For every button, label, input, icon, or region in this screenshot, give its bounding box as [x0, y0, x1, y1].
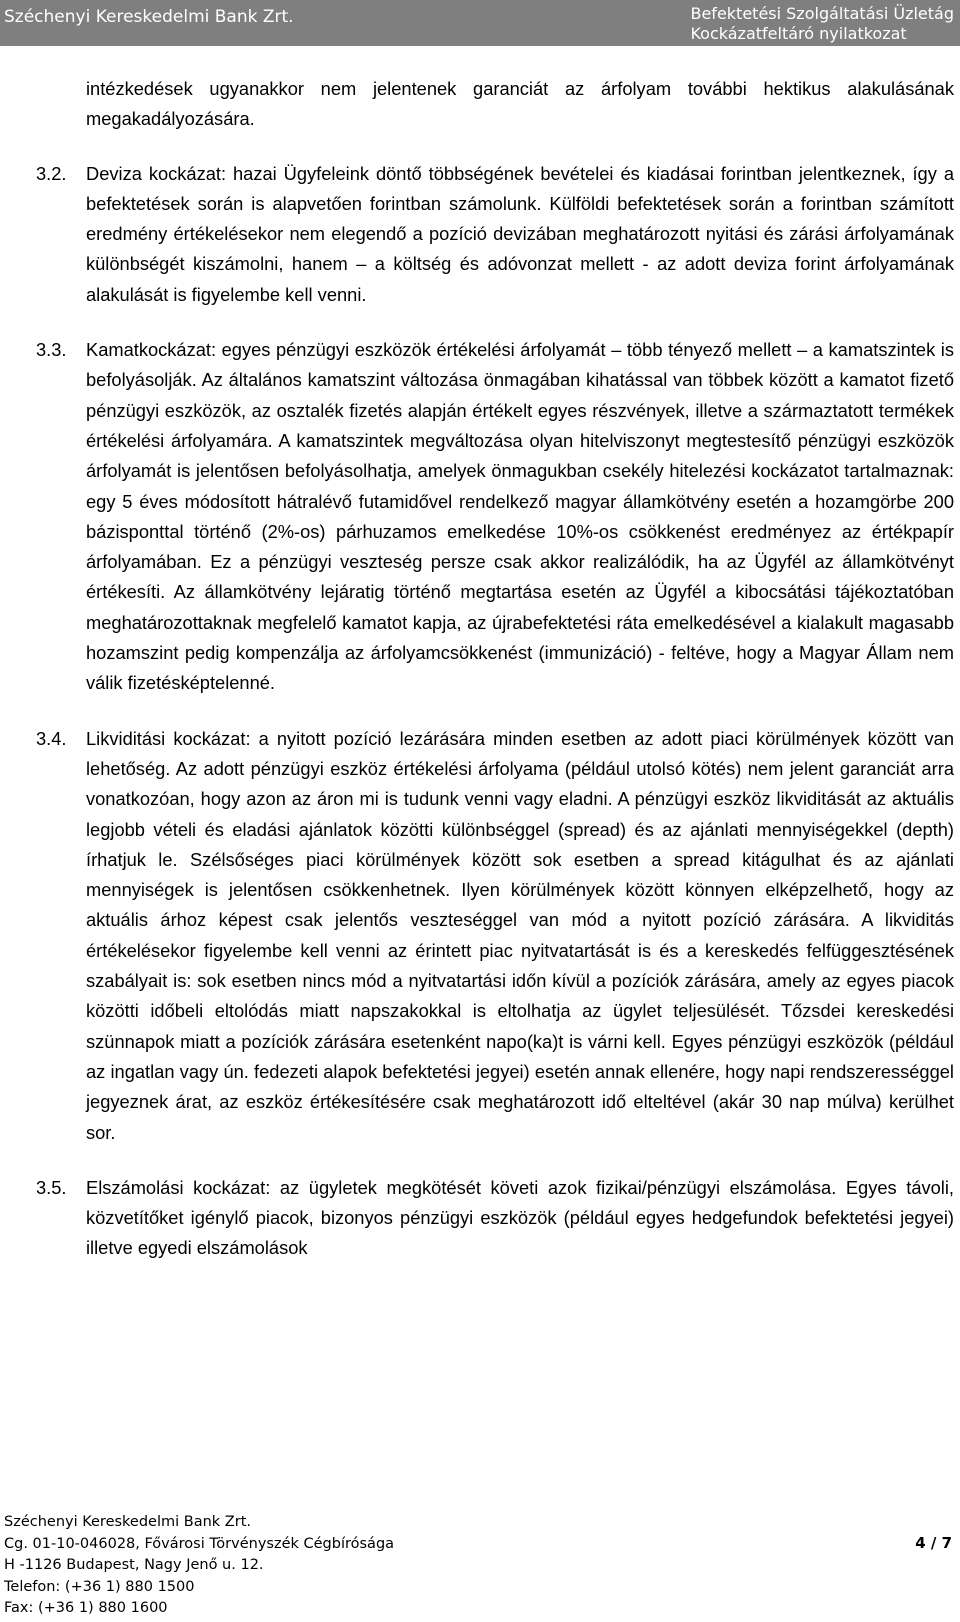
header-title-line-1: Befektetési Szolgáltatási Üzletág — [690, 4, 954, 23]
footer-address: H -1126 Budapest, Nagy Jenő u. 12. — [4, 1557, 264, 1573]
section-number: 3.3. — [36, 339, 67, 361]
header-company: Széchenyi Kereskedelmi Bank Zrt. — [4, 7, 294, 27]
section-3-3 — [36, 335, 954, 699]
page-number: 4 / 7 — [915, 1534, 952, 1552]
section-3-2 — [36, 159, 954, 310]
footer-fax: Fax: (+36 1) 880 1600 — [4, 1600, 168, 1616]
section-number: 3.4. — [36, 727, 67, 749]
footer-phone: Telefon: (+36 1) 880 1500 — [4, 1578, 195, 1595]
page-header — [0, 0, 960, 46]
section-text: Deviza kockázat: hazai Ügyfeleink döntő többségének bevételei és kiadásai forintban jelentkeznek, így a befektetések során is alapvetően forintban számolunk. Külföldi befektetések során a forintban számított eredmény értékelésekor nem elegendő a pozíció devizában meghatározott nyitási és zárási árfolyamának különbségét kiszámolni, hanem – a költség és adóvonzat mellett - az adott deviza forint árfolyamának alakulását is figyelembe kell venni. — [86, 162, 954, 305]
document-body — [36, 74, 954, 1289]
footer-registry: Cg. 01-10-046028, Fővárosi Törvényszék Cégbírósága — [4, 1535, 395, 1552]
page-footer — [4, 1512, 954, 1620]
intro-paragraph: intézkedések ugyanakkor nem jelentenek garanciát az árfolyam további hektikus alakulásának megakadályozására. — [86, 78, 954, 130]
header-title-line-2: Kockázatfeltáró nyilatkozat — [690, 24, 907, 43]
section-3-5 — [36, 1173, 954, 1264]
header-document-title — [690, 4, 954, 44]
section-3-4 — [36, 724, 954, 1148]
section-text: Kamatkockázat: egyes pénzügyi eszközök értékelési árfolyamát – több tényező mellett – a kamatszintek is befolyásolják. Az általános kamatszint változása önmagában kihatással van többek között a kamatot fizető pénzügyi eszközök, az osztalék fizetés alapján értékelt egyes részvények, illetve a származtatott termékek értékelési árfolyamára. A kamatszintek megváltozása olyan hitelviszonyt megtestesítő pénzügyi eszközök árfolyamát is jelentősen befolyásolhatja, amelyek önmagukban csekély hitelezési kockázatot tartalmaznak: egy 5 éves módosított hátralévő futamidővel rendelkező magyar államkötvény esetén a hozamgörbe 200 bázisponttal történő (2%-os) párhuzamos emelkedése 10%-os csökkenést eredményez az értékpapír árfolyamában. Ez a pénzügyi veszteség persze csak akkor realizálódik, ha az Ügyfél az államkötvényt értékesíti. Az államkötvény lejáratig történő megtartása esetén az Ügyfél a kibocsátási tájékoztatóban meghatározottaknak megfelelő kamatot kapja, az újrabefektetési ráta emelkedésével a kialakult magasabb hozamszint pedig kompenzálja az árfolyamcsökkenést (immunizáció) - feltéve, hogy a Magyar Állam nem válik fizetésképtelenné. — [86, 339, 954, 694]
footer-company: Széchenyi Kereskedelmi Bank Zrt. — [4, 1514, 251, 1530]
section-text: Likviditási kockázat: a nyitott pozíció lezárására minden esetben az adott piaci körülmények között van lehetőség. Az adott pénzügyi eszköz értékelési árfolyama (például utolsó kötés) nem jelent garanciát arra vonatkozóan, hogy azon az áron mi is tudunk venni vagy eladni. A pénzügyi eszköz likviditását az aktuális legjobb vételi és eladási ajánlatok közötti különbséggel (spread) és az ajánlati mennyiségekkel (depth) írhatjuk le. Szélsőséges piaci körülmények között sok esetben a spread kitágulhat és az ajánlati mennyiségek is jelentősen csökkenhetnek. Ilyen körülmények között könnyen elképzelhető, hogy az aktuális árhoz képest csak jelentős veszteséggel van mód a nyitott pozíció zárására. A likviditás értékelésekor figyelembe kell venni az érintett piac nyitvatartását is és a kereskedés felfüggesztésének szabályait is: sok esetben nincs mód a nyitvatartási időn kívül a pozíciók zárására, amely az egyes piacok közötti időbeli eltolódás miatt napszakokkal is eltolhatja az ügylet teljesülését. Tőzsdei kereskedési szünnapok miatt a pozíciók zárására esetenként napo(ka)t is várni kell. Egyes pénzügyi eszközök (például az ingatlan vagy ún. fedezeti alapok befektetési jegyei) esetén annak ellenére, hogy napi rendszerességgel jegyeznek árat, az eszköz értékesítésére csak meghatározott idő elteltével (akár 30 nap múlva) kerülhet sor. — [86, 727, 954, 1143]
section-number: 3.2. — [36, 162, 67, 184]
section-number: 3.5. — [36, 1176, 67, 1198]
section-text: Elszámolási kockázat: az ügyletek megkötését követi azok fizikai/pénzügyi elszámolása. Egyes távoli, közvetítőket igénylő piacok, bizonyos pénzügyi eszközök (például egyes hedgefundok befektetési jegyei) illetve egyedi elszámolások — [86, 1176, 954, 1259]
